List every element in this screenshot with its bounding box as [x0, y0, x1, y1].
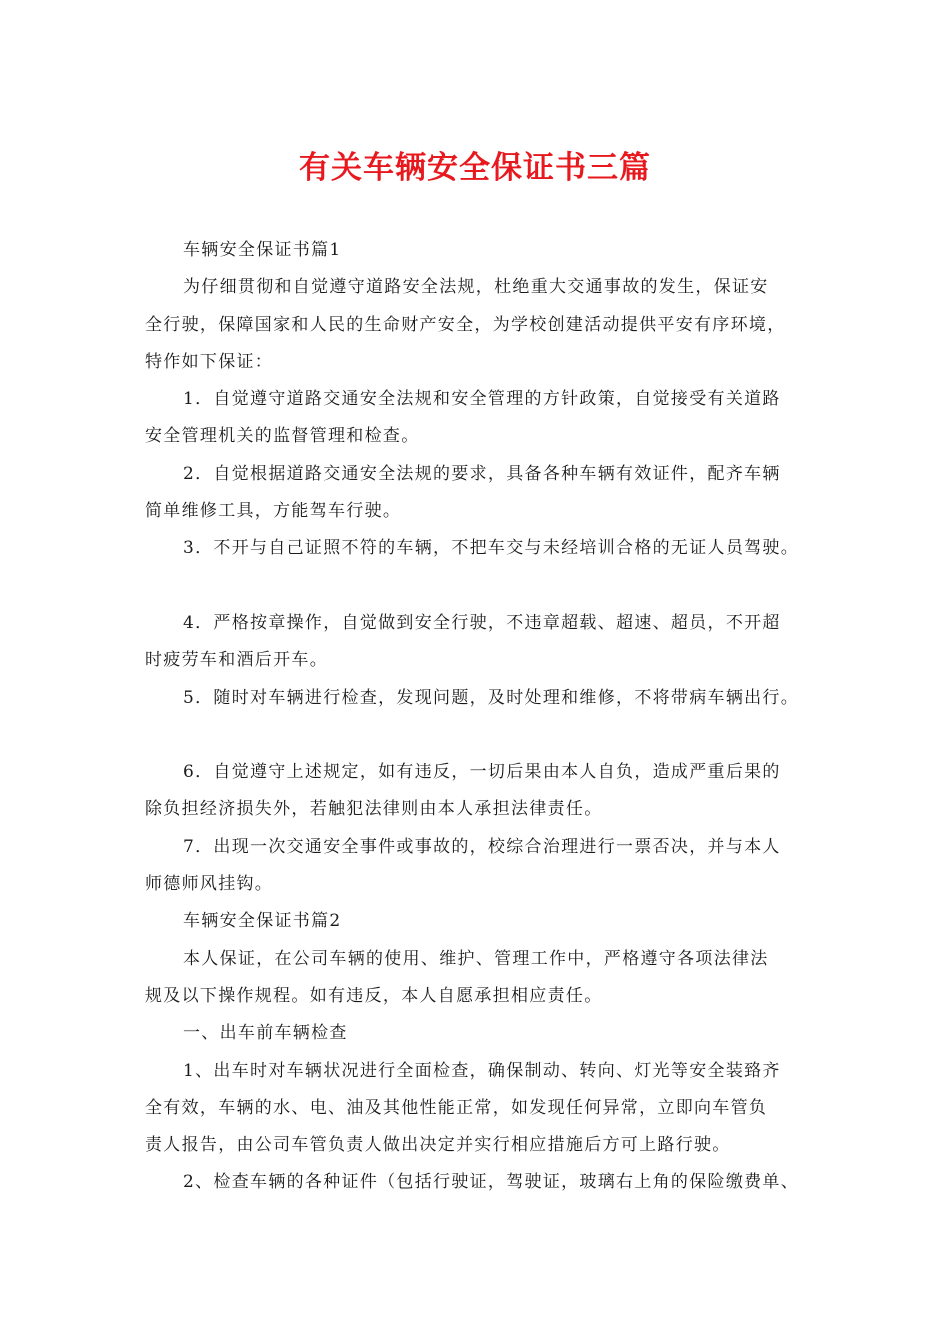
list-item-line: 责人报告，由公司车管负责人做出决定并实行相应措施后方可上路行驶。: [145, 1135, 731, 1156]
paragraph-line: 特作如下保证：: [145, 351, 274, 372]
list-item-line: 除负担经济损失外，若触犯法律则由本人承担法律责任。: [145, 799, 603, 820]
blank-line: [145, 568, 815, 605]
list-item-line: 2．自觉根据道路交通安全法规的要求，具备各种车辆有效证件，配齐车辆: [183, 463, 781, 484]
subsection-heading: 一、出车前车辆检查: [183, 1023, 348, 1044]
list-item-line: 安全管理机关的监督管理和检查。: [145, 426, 420, 447]
paragraph-line: 全行驶，保障国家和人民的生命财产安全，为学校创建活动提供平安有序环境，: [145, 314, 786, 335]
list-item-line: 简单维修工具，方能驾车行驶。: [145, 501, 402, 522]
document-title: 有关车辆安全保证书三篇: [299, 150, 651, 186]
paragraph-line: 规及以下操作规程。如有违反，本人自愿承担相应责任。: [145, 985, 603, 1006]
list-item-line: 全有效，车辆的水、电、油及其他性能正常，如发现任何异常，立即向车管负: [145, 1097, 768, 1118]
list-item-line: 1．自觉遵守道路交通安全法规和安全管理的方针政策，自觉接受有关道路: [183, 389, 781, 410]
paragraph-line: 本人保证，在公司车辆的使用、维护、管理工作中，严格遵守各项法律法: [183, 948, 769, 969]
list-item-line: 3．不开与自己证照不符的车辆，不把车交与未经培训合格的无证人员驾驶。: [183, 538, 800, 559]
list-item-line: 7．出现一次交通安全事件或事故的，校综合治理进行一票否决，并与本人: [183, 836, 781, 857]
paragraph-line: 为仔细贯彻和自觉遵守道路安全法规，杜绝重大交通事故的发生，保证安: [183, 277, 769, 298]
list-item-line: 2、检查车辆的各种证件（包括行驶证，驾驶证，玻璃右上角的保险缴费单、: [183, 1172, 800, 1193]
list-item-line: 4．严格按章操作，自觉做到安全行驶，不违章超载、超速、超员，不开超: [183, 612, 781, 633]
list-item-line: 师德师风挂钩。: [145, 874, 274, 895]
list-item-line: 1、出车时对车辆状况进行全面检查，确保制动、转向、灯光等安全装臵齐: [183, 1060, 781, 1081]
list-item-line: 5．随时对车辆进行检查，发现问题，及时处理和维修，不将带病车辆出行。: [183, 687, 800, 708]
section-heading: 车辆安全保证书篇2: [183, 911, 342, 932]
list-item-line: 时疲劳车和酒后开车。: [145, 650, 328, 671]
list-item-line: 6．自觉遵守上述规定，如有违反，一切后果由本人自负，造成严重后果的: [183, 762, 781, 783]
document-body: [145, 232, 815, 1202]
section-heading: 车辆安全保证书篇1: [183, 240, 342, 260]
blank-line: [145, 717, 815, 754]
